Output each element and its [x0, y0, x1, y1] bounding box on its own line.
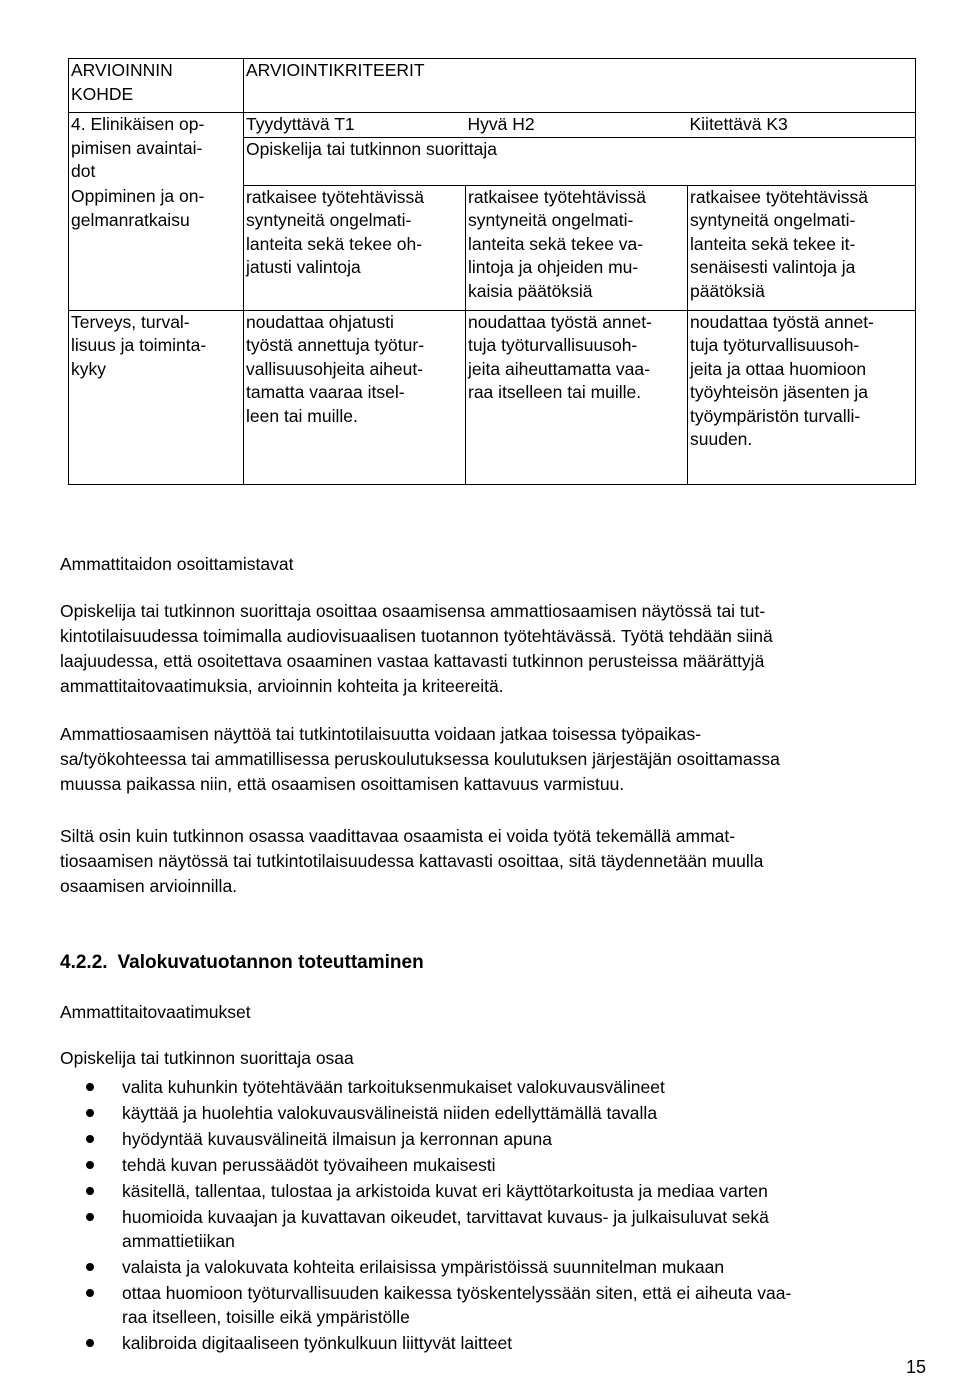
list-item [60, 1205, 920, 1253]
bullet-icon [86, 1289, 94, 1297]
list-item [60, 1179, 920, 1203]
list-item-text: kalibroida digitaaliseen työnkulkuun liittyvät laitteet [122, 1333, 513, 1353]
level-h2: Hyvä H2 [466, 113, 688, 138]
list-item-text: ottaa huomioon työturvallisuuden kaikessa työskentelyssään siten, että ei aiheuta vaa- raa itselleen, toisille eikä ympäristölle [122, 1283, 792, 1327]
heading-demonstration-methods: Ammattitaidon osoittamistavat [60, 554, 294, 574]
level-t1: Tyydyttävä T1 [244, 113, 466, 138]
requirements-intro: Opiskelija tai tutkinnon suorittaja osaa [60, 1048, 354, 1068]
paragraph-demonstration: Opiskelija tai tutkinnon suorittaja osoittaa osaamisensa ammattiosaamisen näytössä tai tut- kintotilaisuudessa toimimalla audiovisuaalisen tuotannon työtehtävässä. Työtä tehdään siinä laajuudessa, että osoitettava osaaminen vastaa kattavasti tutkinnon perusteissa määrättyjä ammattitaitovaatimuksia, arvioinnin kohteita ja kriteereitä. [60, 601, 773, 696]
section-number: 4.2.2. [60, 952, 108, 973]
criterion-safety-t1: noudattaa ohjatusti työstä annettuja työtur- vallisuusohjeita aiheut- tamatta vaaraa itsel- leen tai muille. [244, 310, 466, 484]
heading-skill-requirements: Ammattitaitovaatimukset [60, 1002, 251, 1022]
col-header-assessment-target: ARVIOINNIN KOHDE [69, 59, 244, 113]
criterion-learning-h2: ratkaisee työtehtävissä syntyneitä ongelmati- lanteita sekä tekee va- lintoja ja ohjeiden mu- kaisia päätöksiä [466, 185, 688, 310]
criterion-learning-t1: ratkaisee työtehtävissä syntyneitä ongelmati- lanteita sekä tekee oh- jatusti valintoja [244, 185, 466, 310]
assessment-criteria-table [68, 58, 916, 485]
bullet-icon [86, 1213, 94, 1221]
criterion-safety-h2: noudattaa työstä annet- tuja työturvallisuusoh- jeita aiheuttamatta vaa- raa itselleen tai muille. [466, 310, 688, 484]
bullet-icon [86, 1135, 94, 1143]
bullet-icon [86, 1339, 94, 1347]
list-item-text: valaista ja valokuvata kohteita erilaisissa ympäristöissä suunnitelman mukaan [122, 1257, 725, 1277]
paragraph-continuation: Ammattiosaamisen näyttöä tai tutkintotilaisuutta voidaan jatkaa toisessa työpaikas- sa/työkohteessa tai ammatillisessa peruskoulutuksessa koulutuksen järjestäjän osoittamassa muussa paikassa niin, että osaamisen osoittamisen kattavuus varmistuu. [60, 724, 780, 794]
bullet-icon [86, 1109, 94, 1117]
list-item [60, 1075, 920, 1099]
bullet-icon [86, 1083, 94, 1091]
list-item [60, 1331, 920, 1355]
paragraph-supplement: Siltä osin kuin tutkinnon osassa vaadittavaa osaamista ei voida työtä tekemällä ammat- tiosaamisen näytössä tai tutkintotilaisuudessa kattavasti osoittaa, sitä täydennetään muulla osaamisen arvioinnilla. [60, 826, 764, 896]
performer-cell: Opiskelija tai tutkinnon suorittaja [244, 137, 916, 185]
level-k3: Kiitettävä K3 [688, 113, 916, 138]
list-item-text: valita kuhunkin työtehtävään tarkoituksenmukaiset valokuvausvälineet [122, 1077, 665, 1097]
section-heading [60, 952, 424, 974]
list-item-text: käsitellä, tallentaa, tulostaa ja arkistoida kuvat eri käyttötarkoitusta ja mediaa varten [122, 1181, 768, 1201]
bullet-icon [86, 1263, 94, 1271]
list-item-text: hyödyntää kuvausvälineitä ilmaisun ja kerronnan apuna [122, 1129, 552, 1149]
topic-learning: Oppiminen ja on- gelmanratkaisu [69, 185, 244, 310]
list-item [60, 1127, 920, 1151]
requirements-list [60, 1075, 920, 1357]
page-number: 15 [905, 1357, 926, 1377]
criterion-learning-k3: ratkaisee työtehtävissä syntyneitä ongelmati- lanteita sekä tekee it- senäisesti valintoja ja päätöksiä [688, 185, 916, 310]
list-item [60, 1101, 920, 1125]
list-item [60, 1153, 920, 1177]
list-item [60, 1281, 920, 1329]
col-header-criteria: ARVIOINTIKRITEERIT [244, 59, 916, 113]
list-item-text: tehdä kuvan perussäädöt työvaiheen mukaisesti [122, 1155, 496, 1175]
bullet-icon [86, 1187, 94, 1195]
section-label-cell: 4. Elinikäisen op- pimisen avaintai- dot [69, 113, 244, 186]
list-item-text: huomioida kuvaajan ja kuvattavan oikeudet, tarvittavat kuvaus- ja julkaisuluvat sekä ammattietiikan [122, 1207, 769, 1251]
bullet-icon [86, 1161, 94, 1169]
criterion-safety-k3: noudattaa työstä annet- tuja työturvallisuusoh- jeita ja ottaa huomioon työyhteisön jäsenten ja työympäristön turvalli- suuden. [688, 310, 916, 484]
list-item [60, 1255, 920, 1279]
list-item-text: käyttää ja huolehtia valokuvausvälineistä niiden edellyttämällä tavalla [122, 1103, 658, 1123]
topic-safety: Terveys, turval- lisuus ja toiminta- kyky [69, 310, 244, 484]
section-title: Valokuvatuotannon toteuttaminen [117, 952, 424, 973]
